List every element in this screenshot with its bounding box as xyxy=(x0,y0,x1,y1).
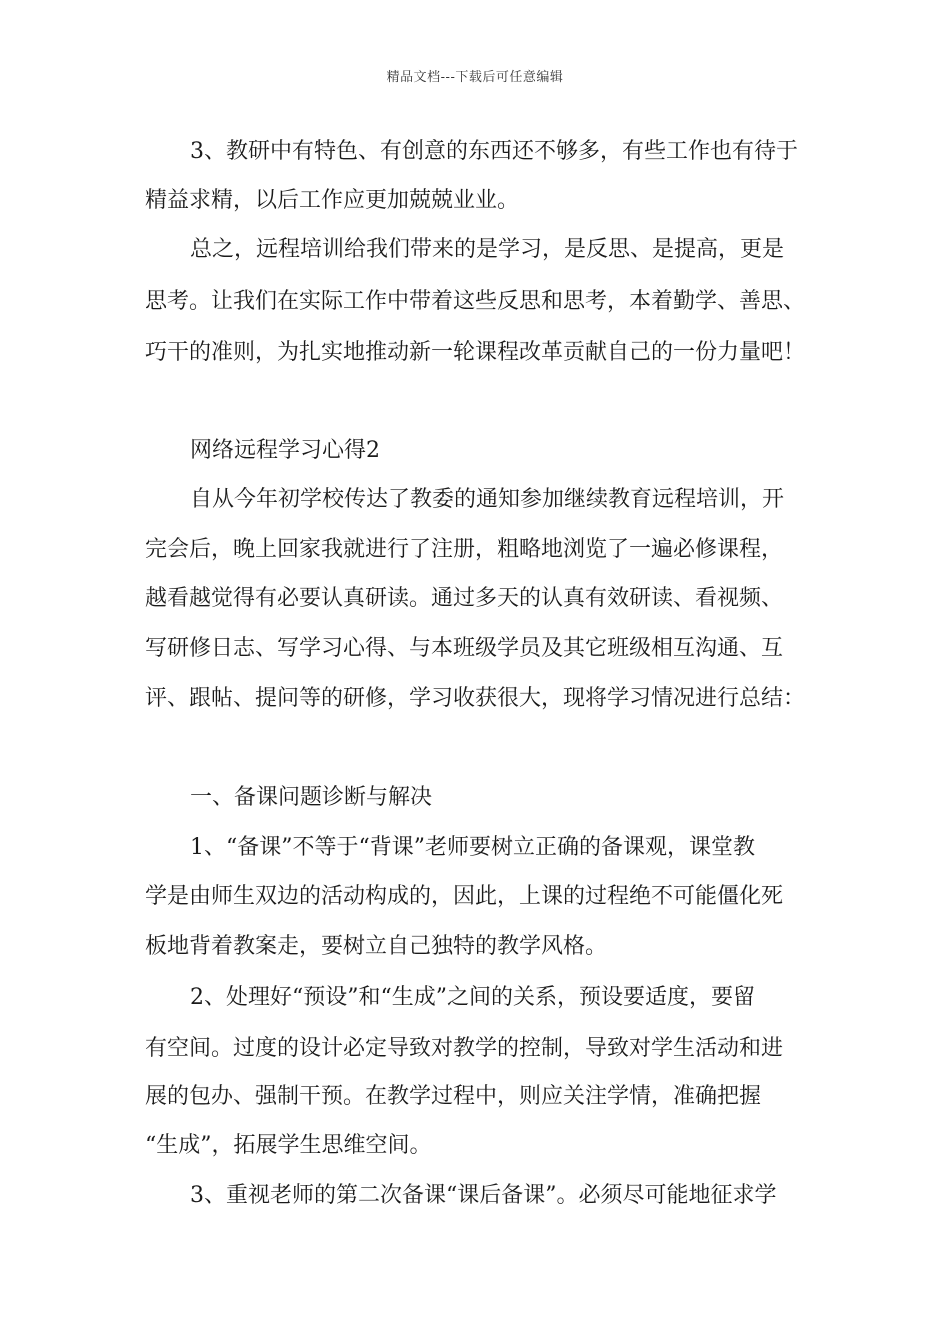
page-header: 精品文档---下载后可任意编辑 xyxy=(386,70,564,85)
text-line: 3、教研中有特色、有创意的东西还不够多，有些工作也有待于 xyxy=(190,139,798,164)
text-line: 评、跟帖、提问等的研修，学习收获很大，现将学习情况进行总结： xyxy=(145,686,806,711)
text-line: 越看越觉得有必要认真研读。通过多天的认真有效研读、看视频、 xyxy=(145,586,784,611)
text-line: 2、处理好“预设”和“生成”之间的关系，预设要适度，要留 xyxy=(190,985,755,1010)
subsection-title: 一、备课问题诊断与解决 xyxy=(190,785,433,810)
text-line: “生成”，拓展学生思维空间。 xyxy=(145,1133,432,1158)
text-line: 展的包办、强制干预。在教学过程中，则应关注学情，准确把握 xyxy=(145,1084,762,1109)
text-line: 自从今年初学校传达了教委的通知参加继续教育远程培训，开 xyxy=(190,487,785,512)
section-title: 网络远程学习心得2 xyxy=(190,438,380,463)
text-line: 巧干的准则，为扎实地推动新一轮课程改革贡献自己的一份力量吧！ xyxy=(145,340,806,365)
text-line: 学是由师生双边的活动构成的，因此，上课的过程绝不可能僵化死 xyxy=(145,884,784,909)
text-line: 完会后，晚上回家我就进行了注册，粗略地浏览了一遍必修课程， xyxy=(145,537,784,562)
text-line: 写研修日志、写学习心得、与本班级学员及其它班级相互沟通、互 xyxy=(145,636,784,661)
text-line: 有空间。过度的设计必定导致对教学的控制，导致对学生活动和进 xyxy=(145,1036,784,1061)
text-line: 1、“备课”不等于“背课”老师要树立正确的备课观，课堂教 xyxy=(190,835,755,860)
text-line: 3、重视老师的第二次备课“课后备课”。必须尽可能地征求学 xyxy=(190,1183,777,1208)
text-line: 板地背着教案走，要树立自己独特的教学风格。 xyxy=(145,934,608,959)
text-line: 总之，远程培训给我们带来的是学习，是反思、是提高，更是 xyxy=(190,237,785,262)
text-line: 思考。让我们在实际工作中带着这些反思和思考，本着勤学、善思、 xyxy=(145,289,806,314)
text-line: 精益求精，以后工作应更加兢兢业业。 xyxy=(145,188,520,213)
